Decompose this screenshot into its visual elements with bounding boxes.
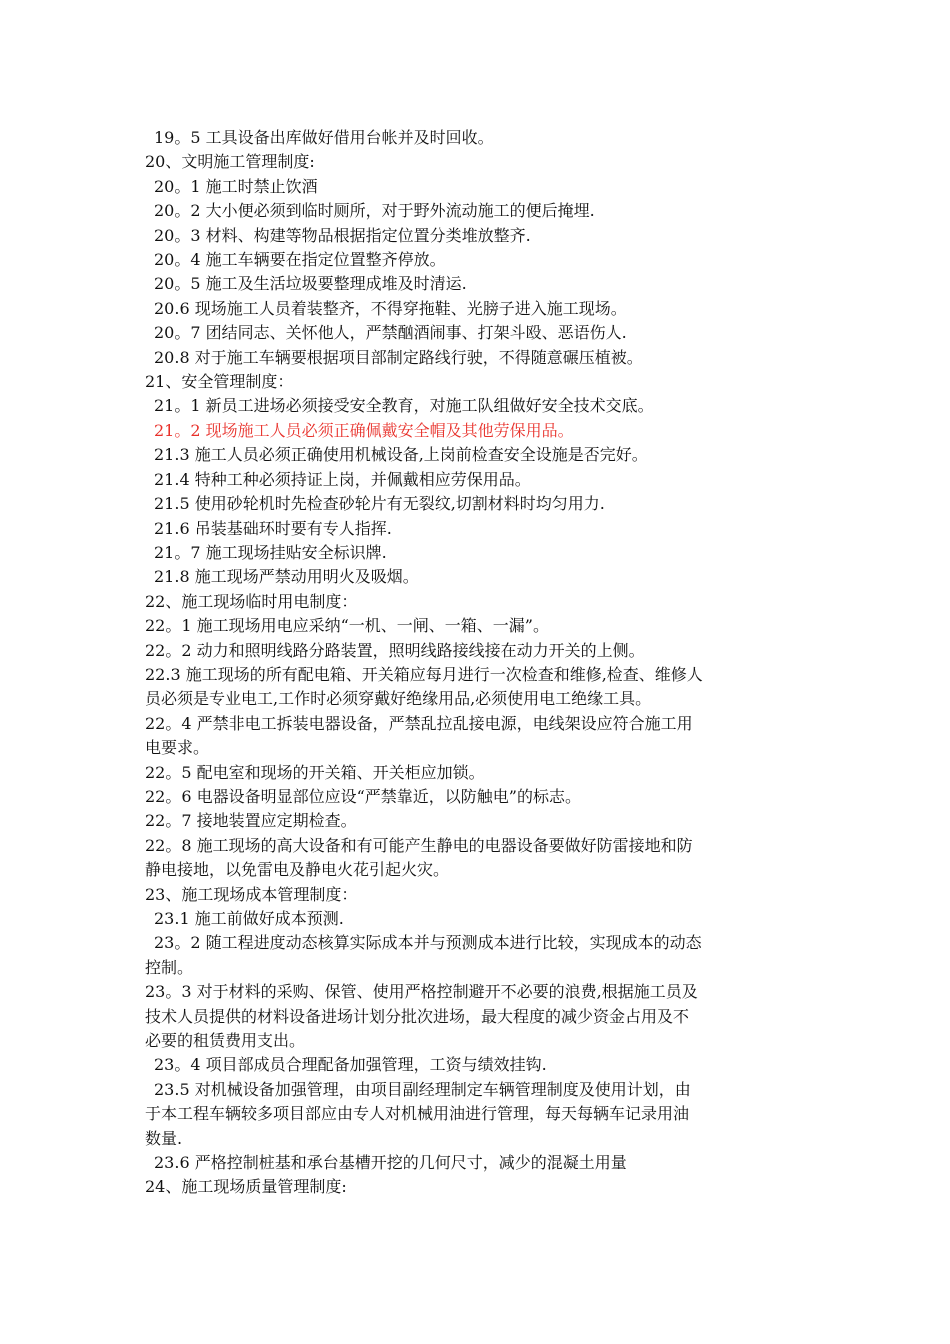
text-line: 21。7 施工现场挂贴安全标识牌. xyxy=(154,542,387,562)
text-line: 24、施工现场质量管理制度: xyxy=(145,1177,347,1197)
text-line: 23。4 项目部成员合理配备加强管理，工资与绩效挂钩. xyxy=(154,1055,547,1075)
text-line: 22。7 接地装置应定期检查。 xyxy=(145,811,357,831)
text-line: 21.3 施工人员必须正确使用机械设备,上岗前检查安全设施是否完好。 xyxy=(154,445,648,465)
text-line: 22。8 施工现场的高大设备和有可能产生静电的电器设备要做好防雷接地和防 xyxy=(145,835,693,855)
text-line: 20。1 施工时禁止饮酒 xyxy=(154,176,318,196)
text-line: 23.5 对机械设备加强管理，由项目副经理制定车辆管理制度及使用计划，由 xyxy=(154,1079,691,1099)
text-line: 19。5 工具设备出库做好借用台帐并及时回收。 xyxy=(154,128,494,147)
text-line: 21、安全管理制度： xyxy=(145,372,294,392)
text-line: 21.8 施工现场严禁动用明火及吸烟。 xyxy=(154,567,419,587)
text-line: 20。3 材料、构建等物品根据指定位置分类堆放整齐. xyxy=(154,225,531,245)
document-body xyxy=(145,126,815,1200)
text-line: 电要求。 xyxy=(145,738,210,758)
text-line: 23。2 随工程进度动态核算实际成本并与预测成本进行比较，实现成本的动态 xyxy=(154,933,702,953)
text-line: 20。5 施工及生活垃圾要整理成堆及时清运. xyxy=(154,274,467,294)
text-line: 20。2 大小便必须到临时厕所，对于野外流动施工的便后掩埋. xyxy=(154,201,595,221)
highlighted-text-line: 21。2 现场施工人员必须正确佩戴安全帽及其他劳保用品。 xyxy=(154,420,574,440)
text-line: 23.6 严格控制桩基和承台基槽开挖的几何尺寸，减少的混凝土用量 xyxy=(154,1153,627,1173)
text-line: 23.1 施工前做好成本预测. xyxy=(154,909,344,928)
text-line: 员必须是专业电工,工作时必须穿戴好绝缘用品,必须使用电工绝缘工具。 xyxy=(145,689,652,709)
text-line: 22.3 施工现场的所有配电箱、开关箱应每月进行一次检查和维修,检查、维修人 xyxy=(145,664,703,684)
text-line: 技术人员提供的材料设备进场计划分批次进场，最大程度的减少资金占用及不 xyxy=(145,1006,690,1026)
text-line: 20.8 对于施工车辆要根据项目部制定路线行驶，不得随意碾压植被。 xyxy=(154,347,643,367)
text-line: 21。1 新员工进场必须接受安全教育，对施工队组做好安全技术交底。 xyxy=(154,396,654,416)
text-line: 23、施工现场成本管理制度： xyxy=(145,884,358,904)
text-line: 23。3 对于材料的采购、保管、使用严格控制避开不必要的浪费,根据施工员及 xyxy=(145,982,698,1002)
text-line: 20、文明施工管理制度: xyxy=(145,152,315,172)
text-line: 22。4 严禁非电工拆装电器设备，严禁乱拉乱接电源，电线架设应符合施工用 xyxy=(145,713,693,733)
text-line: 22。2 动力和照明线路分路装置，照明线路接线接在动力开关的上侧。 xyxy=(145,640,645,660)
text-line: 21.5 使用砂轮机时先检查砂轮片有无裂纹,切割材料时均匀用力. xyxy=(154,494,605,514)
text-line: 22。5 配电室和现场的开关箱、开关柜应加锁。 xyxy=(145,762,485,782)
text-line: 21.4 特种工种必须持证上岗，并佩戴相应劳保用品。 xyxy=(154,469,531,489)
text-line: 22。6 电器设备明显部位应设“严禁靠近，以防触电”的标志。 xyxy=(145,786,581,806)
text-line: 22、施工现场临时用电制度： xyxy=(145,591,358,611)
text-line: 数量. xyxy=(145,1128,183,1148)
text-line: 20。7 团结同志、关怀他人，严禁酗酒闹事、打架斗殴、恶语伤人. xyxy=(154,323,627,343)
text-line: 控制。 xyxy=(145,957,194,977)
text-line: 20.6 现场施工人员着装整齐，不得穿拖鞋、光膀子进入施工现场。 xyxy=(154,298,627,318)
text-line: 静电接地，以免雷电及静电火花引起火灾。 xyxy=(145,860,450,880)
text-line: 21.6 吊装基础环时要有专人指挥. xyxy=(154,518,392,538)
text-line: 必要的租赁费用支出。 xyxy=(145,1031,306,1051)
text-line: 20。4 施工车辆要在指定位置整齐停放。 xyxy=(154,250,446,270)
text-line: 22。1 施工现场用电应采纳“一机、一闸、一箱、一漏”。 xyxy=(145,616,549,636)
text-line: 于本工程车辆较多项目部应由专人对机械用油进行管理，每天每辆车记录用油 xyxy=(145,1104,690,1124)
